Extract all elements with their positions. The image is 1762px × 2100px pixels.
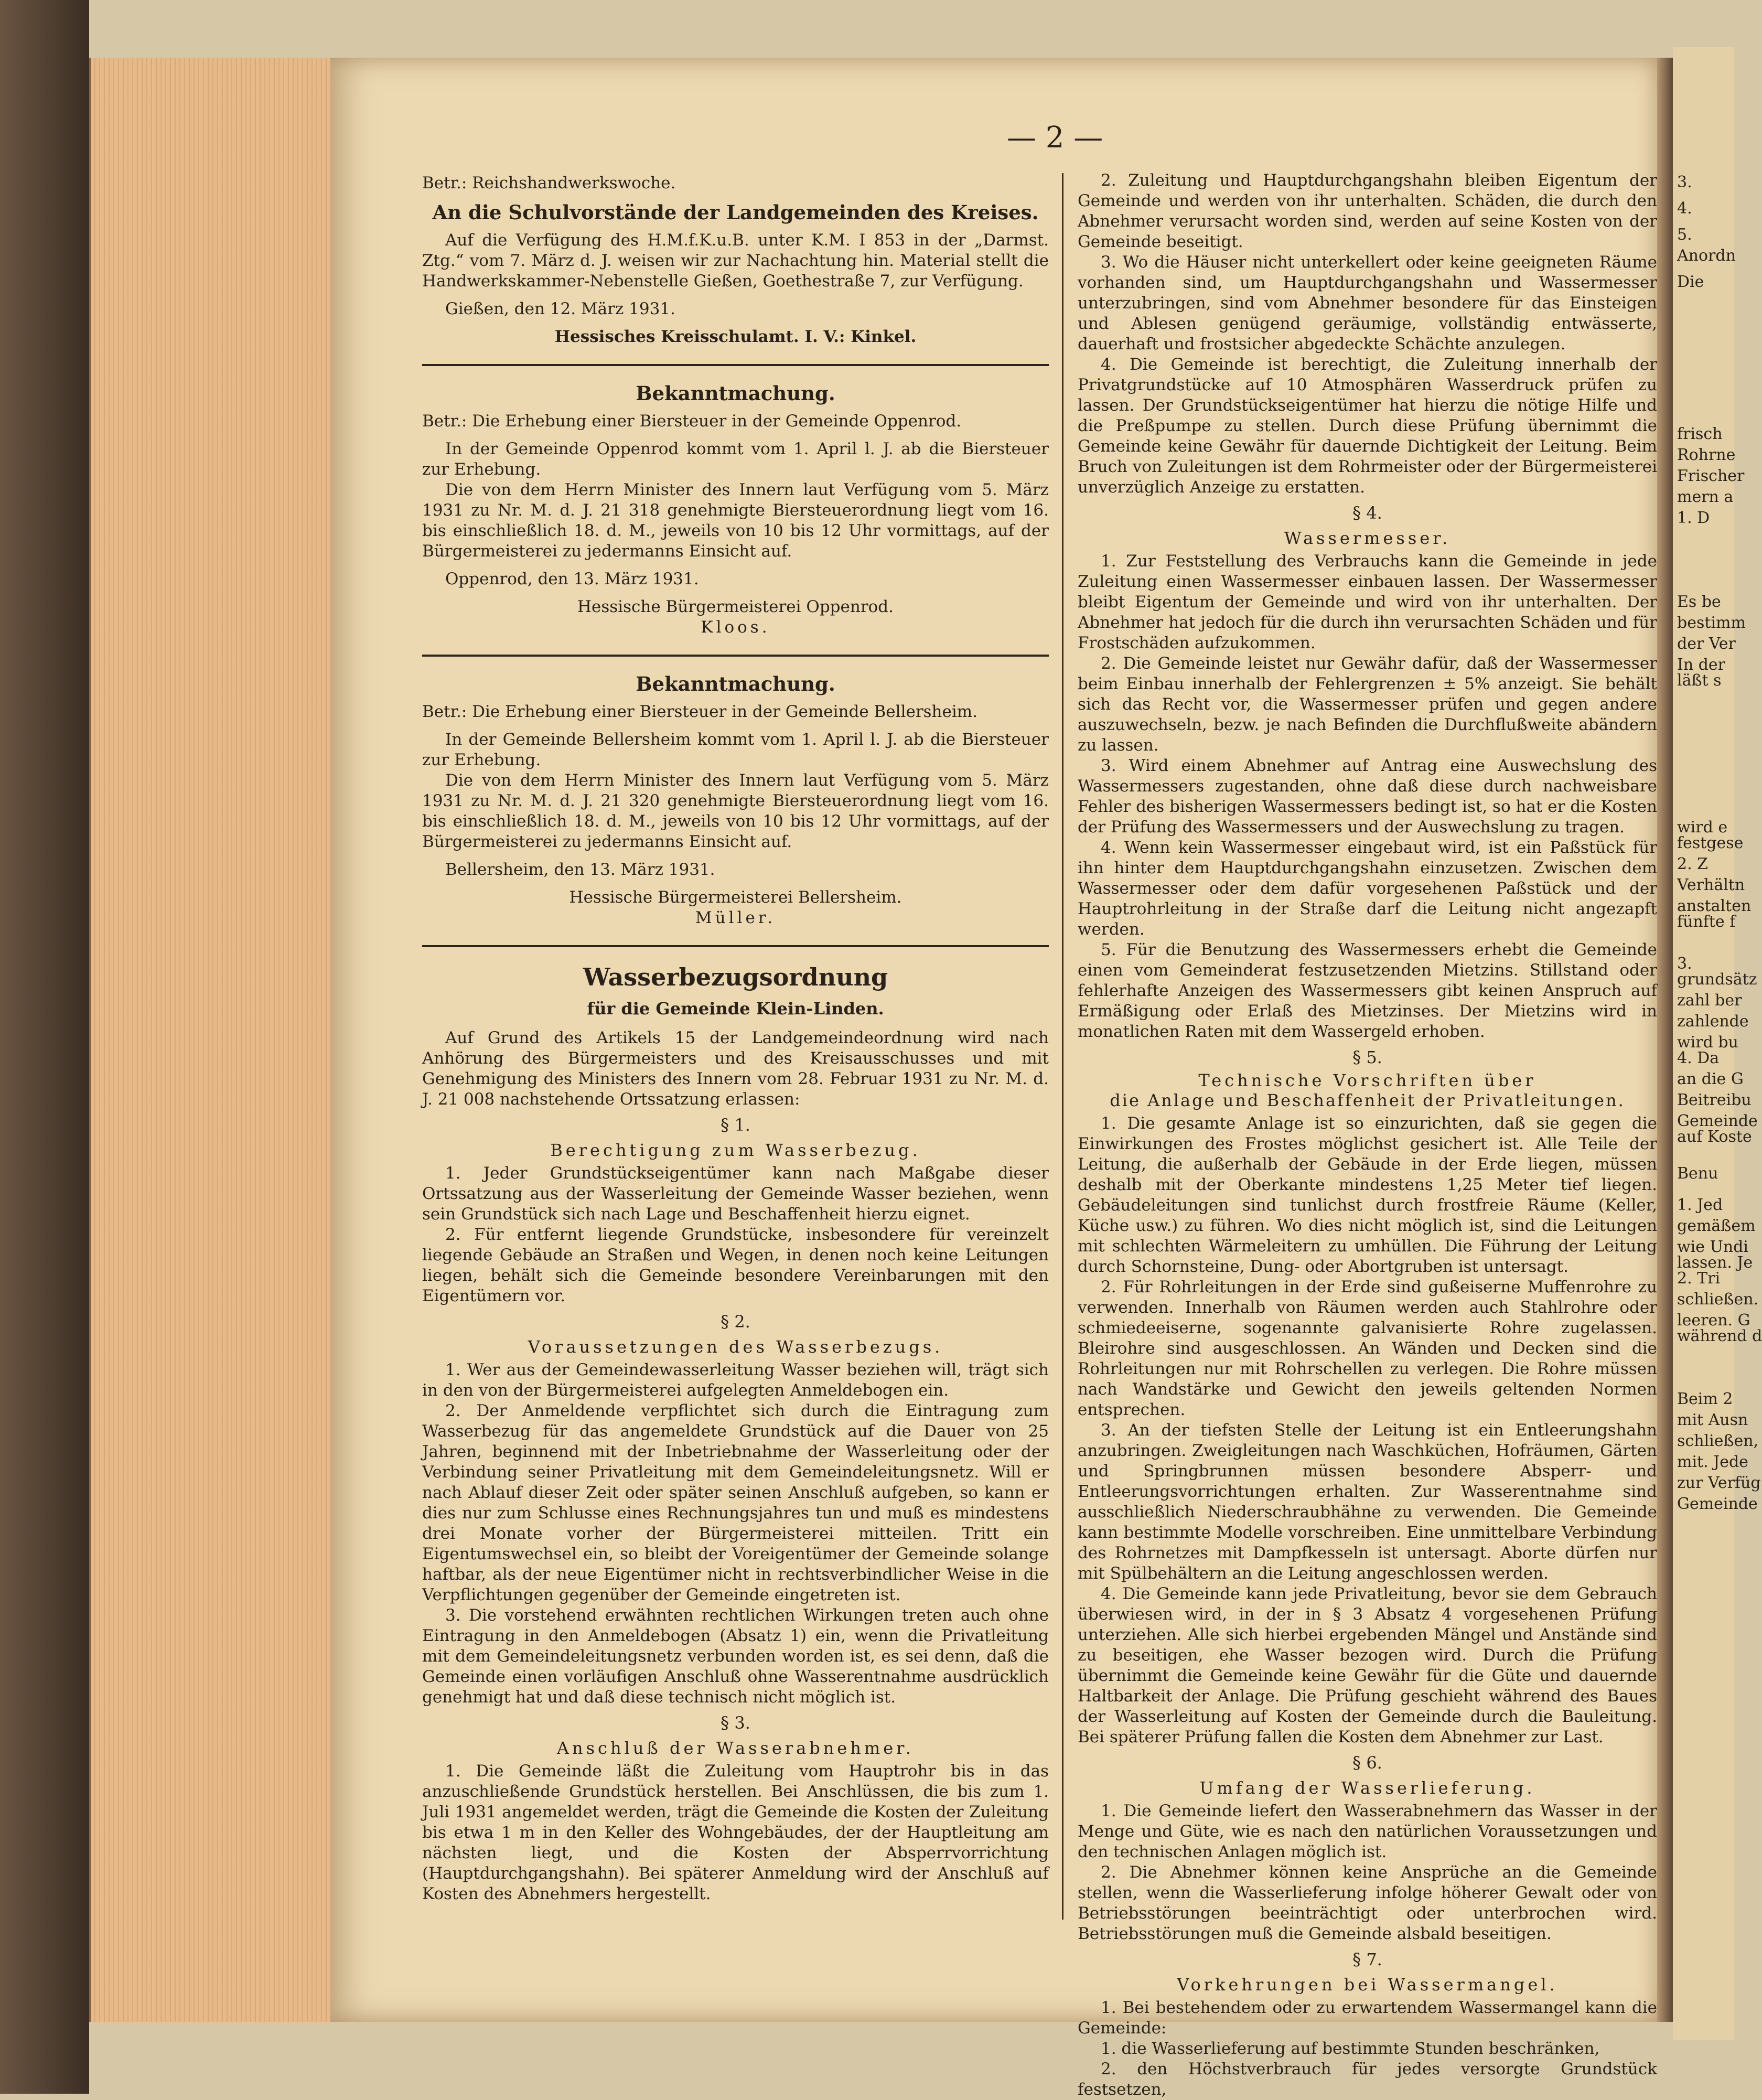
- section-title: Umfang der Wasserlieferung.: [1199, 1778, 1535, 1798]
- section-title: Technische Vorschriften über: [1198, 1070, 1537, 1090]
- section-paragraph: 1. Die Gemeinde läßt die Zuleitung vom Hauptrohr bis in das anzuschließende Grundstück herstellen. Bei Anschlüssen, die bis zum 1. Juli 1931 angemeldet werden, trägt die Gemeinde die Kosten der Zuleitung bis etwa 1 m in den Keller des Wohngebäudes, der der Hauptleitung am nächsten liegt, und die Kosten der Absperrvorrichtung (Hauptdurchgangshahn). Bei späterer Anmeldung wird der Anschluß auf Kosten des Abnehmers hergestellt.: [422, 1762, 1049, 1903]
- next-page-text-fragment: anstalten: [1677, 897, 1752, 915]
- next-page-fragment: [1673, 47, 1762, 2040]
- next-page-text-fragment: Benu: [1677, 1164, 1718, 1183]
- next-page-text-fragment: an die G: [1677, 1070, 1744, 1088]
- section-number: § 1.: [721, 1115, 750, 1135]
- next-page-text-fragment: schließen.: [1677, 1290, 1759, 1309]
- ordinance-intro: Auf Grund des Artikels 15 der Landgemeindeordnung wird nach Anhörung des Bürgermeisters und des Kreisausschusses und mit Genehmigung des Ministers des Innern vom 28. Februar 1931 zu Nr. M. d. J. 21 008 nachstehende Ortssatzung erlassen:: [422, 1028, 1049, 1109]
- right-column: [1078, 170, 1657, 2100]
- next-page-text-fragment: wird bu: [1677, 1033, 1738, 1052]
- notice3-paragraph: Die von dem Herrn Minister des Innern laut Verfügung vom 5. März 1931 zu Nr. M. d. J. 21 320 genehmigte Biersteuerordnung liegt vom 16. bis einschließlich 18. d. M., jeweils von 10 bis 12 Uhr vormittags, auf der Bürgermeisterei zu jedermanns Einsicht auf.: [422, 771, 1049, 851]
- section-paragraph: 3. Wird einem Abnehmer auf Antrag eine Auswechslung des Wassermessers zugestanden, ohne daß diese durch nachweisbare Fehler des bisherigen Wassermessers bedingt ist, so hat er die Kosten der Prüfung des Wassermessers und der Auswechslung zu tragen.: [1078, 756, 1657, 837]
- section-paragraph: 2. Für Rohrleitungen in der Erde sind gußeiserne Muffenrohre zu verwenden. Innerhalb von Räumen werden auch Stahlrohre oder schmiedeeiserne, sogenannte galvanisierte Rohre zugelassen. Bleirohre sind ausgeschlossen. An Wänden und Decken sind die Rohrleitungen nur mit Rohrschellen zu verlegen. Die Rohre müssen nach Wandstärke und Gewicht den jeweils geltenden Normen entsprechen.: [1078, 1278, 1657, 1419]
- next-page-text-fragment: festgese: [1677, 834, 1744, 852]
- next-page-text-fragment: 1. D: [1677, 509, 1710, 527]
- next-page-text-fragment: 5.: [1677, 226, 1692, 244]
- section-title: die Anlage und Beschaffenheit der Privatleitungen.: [1110, 1090, 1625, 1110]
- section-paragraph: 1. Die gesamte Anlage ist so einzurichten, daß sie gegen die Einwirkungen des Frostes möglichst gesichert ist. Alle Teile der Leitung, die außerhalb der Gebäude in der Erde liegen, müssen deshalb mit der Oberkante mindestens 1,25 Meter tief liegen. Gebäudeleitungen sind tunlichst durch frostfreie Räume (Keller, Küche usw.) zu führen. Wo dies nicht möglich ist, sind die Leitungen mit schlechten Wärmeleitern zu umhüllen. Die Führung der Leitung durch Schornsteine, Dung- oder Abortgruben ist untersagt.: [1078, 1114, 1657, 1276]
- next-page-text-fragment: 2. Z: [1677, 855, 1709, 873]
- next-page-text-fragment: 1. Jed: [1677, 1196, 1723, 1214]
- next-page-text-fragment: gemäßem: [1677, 1217, 1756, 1235]
- next-page-text-fragment: Verhältn: [1677, 876, 1745, 894]
- next-page-text-fragment: mit Ausn: [1677, 1411, 1748, 1429]
- next-page-text-fragment: wird e: [1677, 818, 1728, 837]
- next-page-text-fragment: grundsätz: [1677, 970, 1757, 989]
- section-paragraph: 3. Wo die Häuser nicht unterkellert oder keine geeigneten Räume vorhanden sind, um Hauptdurchgangshahn und Wassermesser unterzubringen, sind vom Abnehmer besondere für das Einsteigen und Ablesen genügend geräumige, vollständig entwässerte, dauerhaft und frostsicher abgedeckte Schächte anzulegen.: [1078, 253, 1657, 353]
- next-page-text-fragment: Beitreibu: [1677, 1091, 1752, 1109]
- notice3-paragraph: In der Gemeinde Bellersheim kommt vom 1. April l. J. ab die Biersteuer zur Erhebung.: [422, 730, 1049, 769]
- notice1-signature: Hessisches Kreisschulamt. I. V.: Kinkel.: [554, 327, 917, 346]
- notice2-paragraph: In der Gemeinde Oppenrod kommt vom 1. April l. J. ab die Biersteuer zur Erhebung.: [422, 440, 1049, 479]
- section-title: Anschluß der Wasserabnehmer.: [556, 1738, 915, 1758]
- next-page-text-fragment: Beim 2: [1677, 1390, 1733, 1408]
- next-page-text-fragment: frisch: [1677, 425, 1723, 443]
- notice1-heading: An die Schulvorstände der Landgemeinden des Kreises.: [432, 201, 1039, 224]
- separator-rule: [422, 364, 1049, 366]
- page-number: — 2 —: [1007, 121, 1103, 155]
- section-paragraph: 1. Zur Feststellung des Verbrauchs kann die Gemeinde in jede Zuleitung einen Wassermesser einbauen lassen. Der Wassermesser bleibt Eigentum der Gemeinde und wird von ihr unterhalten. Der Abnehmer hat jedoch für die durch ihn verursachten Schäden und für Frostschäden aufzukommen.: [1078, 552, 1657, 652]
- ordinance-title: Wasserbezugsordnung: [583, 963, 888, 991]
- section-paragraph: 2. Die Abnehmer können keine Ansprüche an die Gemeinde stellen, wenn die Wasserlieferung infolge höherer Gewalt oder von Betriebsstörungen beeinträchtigt oder unterbrochen wird. Betriebsstörungen muß die Gemeinde alsbald beseitigen.: [1078, 1863, 1657, 1943]
- next-page-text-fragment: Es be: [1677, 593, 1721, 611]
- next-page-text-fragment: zahlende: [1677, 1012, 1749, 1031]
- next-page-text-fragment: mern a: [1677, 488, 1734, 506]
- list-item: 1. die Wasserlieferung auf bestimmte Stunden beschränken,: [1101, 2039, 1600, 2058]
- notice1-subject: Betr.: Reichshandwerkswoche.: [422, 174, 676, 192]
- next-page-text-fragment: während d: [1677, 1327, 1762, 1345]
- section-paragraph: 4. Die Gemeinde kann jede Privatleitung, bevor sie dem Gebrauch überwiesen wird, in der in § 3 Absatz 4 vorgesehenen Prüfung unterziehen. Alle sich hierbei ergebenden Mängel und Anstände sind zu beseitigen, ehe Wasser bezogen wird. Durch die Prüfung übernimmt die Gemeinde keine Gewähr für die Güte und dauernde Haltbarkeit der Anlage. Die Prüfung geschieht während des Baues der Wasserleitung auf Kosten der Gemeinde durch die Bauleitung. Bei späterer Prüfung fallen die Kosten dem Abnehmer zur Last.: [1078, 1584, 1657, 1747]
- section-paragraph: 2. Die Gemeinde leistet nur Gewähr dafür, daß der Wassermesser beim Einbau innerhalb der Fehlergrenzen ± 5% anzeigt. Sie behält sich das Recht vor, die Wassermesser prüfen und gegen andere auszuwechseln, bezw. je nach Befinden die Durchflußweite abändern zu lassen.: [1078, 654, 1657, 755]
- notice3-signer: Müller.: [695, 908, 776, 927]
- section-title: Berechtigung zum Wasserbezug.: [550, 1140, 921, 1160]
- section-title: Vorkehrungen bei Wassermangel.: [1177, 1975, 1558, 1995]
- section-paragraph: 3. An der tiefsten Stelle der Leitung ist ein Entleerungshahn anzubringen. Zweigleitungen nach Waschküchen, Hofräumen, Gärten und Springbrunnen müssen besondere Absperr- und Entleerungsvorrichtungen erhalten. Zur Wasserentnahme sind ausschließlich Niederschraubhähne zu verwenden. Die Gemeinde kann bestimmte Modelle vorschreiben. Eine unmittelbare Verbindung des Rohrnetzes mit Dampfkesseln ist untersagt. Aborte dürfen nur mit Spülbehältern an die Leitung angeschlossen werden.: [1078, 1421, 1657, 1583]
- next-page-text-fragment: Anordn: [1677, 247, 1736, 265]
- section-number: § 6.: [1352, 1753, 1382, 1773]
- separator-rule: [422, 655, 1049, 657]
- section-number: § 4.: [1352, 503, 1382, 523]
- section-paragraph: 2. Für entfernt liegende Grundstücke, insbesondere für vereinzelt liegende Gebäude an Straßen und Wegen, in denen noch keine Leitungen liegen, behält sich die Gemeinde besondere Vereinbarungen mit den Eigentümern vor.: [422, 1225, 1049, 1305]
- section-number: § 7.: [1352, 1949, 1382, 1969]
- next-page-text-fragment: 2. Tri: [1677, 1269, 1721, 1288]
- section-title: Voraussetzungen des Wasserbezugs.: [528, 1337, 943, 1357]
- list-item: 2. den Höchstverbrauch für jedes versorgte Grundstück festsetzen,: [1078, 2060, 1657, 2099]
- section-paragraph: 2. Der Anmeldende verpflichtet sich durch die Eintragung zum Wasserbezug für das angemeldete Grundstück auf die Dauer von 25 Jahren, beginnend mit der Inbetriebnahme der Wasserleitung oder der Verbindung seiner Privatleitung mit dem Gemeindeleitungsnetz. Will er nach Ablauf dieser Zeit oder später seinen Anschluß aufgeben, so kann er dies nur zum Schlusse eines Rechnungsjahres tun und muß es mindestens drei Monate vorher der Bürgermeisterei mitteilen. Tritt ein Eigentumswechsel ein, so bleibt der Voreigentümer der Gemeinde solange haftbar, als der neue Eigentümer nicht in rechtsverbindlicher Weise in die Verpflichtungen gegenüber der Gemeinde eingetreten ist.: [422, 1401, 1049, 1604]
- next-page-text-fragment: 4. Da: [1677, 1049, 1720, 1067]
- next-page-text-fragment: mit. Jede: [1677, 1453, 1748, 1471]
- section-paragraph: 1. Jeder Grundstückseigentümer kann nach Maßgabe dieser Ortssatzung aus der Wasserleitung der Gemeinde Wasser beziehen, wenn sein Grundstück sich nach Lage und Beschaffenheit hierzu eignet.: [422, 1164, 1049, 1224]
- notice3-signature: Hessische Bürgermeisterei Bellersheim.: [569, 888, 902, 907]
- next-page-text-fragment: Gemeinde: [1677, 1112, 1758, 1130]
- next-page-text-fragment: 4.: [1677, 199, 1692, 218]
- book-cover-edge: [0, 0, 89, 2094]
- next-page-text-fragment: 3.: [1677, 173, 1692, 191]
- next-page-text-fragment: Frischer: [1677, 467, 1745, 485]
- next-page-text-fragment: Die: [1677, 273, 1704, 291]
- ordinance-subtitle: für die Gemeinde Klein-Linden.: [587, 999, 884, 1019]
- section-paragraph: 3. Die vorstehend erwähnten rechtlichen Wirkungen treten auch ohne Eintragung in den Anmeldebogen (Absatz 1) ein, wenn die Privatleitung mit dem Gemeindeleitungsnetz verbunden worden ist, es sei denn, daß die Gemeinde einen vorläufigen Anschluß ohne Wasserentnahme ausdrücklich genehmigt hat und daß diese technisch nicht möglich ist.: [422, 1606, 1049, 1707]
- column-divider: [1062, 173, 1063, 1920]
- section-number: § 3.: [721, 1713, 750, 1733]
- next-page-text-fragment: In der: [1677, 656, 1726, 674]
- notice1-body: Auf die Verfügung des H.M.f.K.u.B. unter K.M. I 853 in der „Darmst. Ztg.“ vom 7. März d. J. weisen wir zur Nachachtung hin. Material stellt die Handwerkskammer-Nebenstelle Gießen, Goethestraße 7, zur Verfügung.: [422, 231, 1049, 291]
- next-page-text-fragment: läßt s: [1677, 671, 1722, 690]
- notice3-heading: Bekanntmachung.: [636, 672, 835, 695]
- section-paragraph: 2. Zuleitung und Hauptdurchgangshahn bleiben Eigentum der Gemeinde und werden von ihr unterhalten. Schäden, die durch den Abnehmer verursacht worden sind, werden auf seine Kosten von der Gemeinde beseitigt.: [1078, 171, 1657, 251]
- next-page-text-fragment: der Ver: [1677, 635, 1736, 653]
- notice3-date: Bellersheim, den 13. März 1931.: [445, 860, 715, 879]
- notice2-date: Oppenrod, den 13. März 1931.: [445, 570, 699, 588]
- next-page-text-fragment: fünfte f: [1677, 913, 1736, 931]
- section-paragraph: 5. Für die Benutzung des Wassermessers erhebt die Gemeinde einen vom Gemeinderat festzusetzenden Mietzins. Stillstand oder fehlerhafte Anzeigen des Wassermessers gibt keinen Anspruch auf Ermäßigung oder Erlaß des Mietzinses. Der Mietzins wird in monatlichen Raten mit dem Wassergeld erhoben.: [1078, 940, 1657, 1041]
- next-page-text-fragment: auf Koste: [1677, 1128, 1752, 1146]
- notice2-signer: Kloos.: [701, 618, 770, 637]
- section-paragraph: 4. Wenn kein Wassermesser eingebaut wird, ist ein Paßstück für ihn hinter dem Hauptdurchgangshahn einzusetzen. Zwischen dem Wassermesser oder dem dafür vorgesehenen Paßstück und der Hauptrohrleitung in der Straße darf die Leitung nicht angezapft werden.: [1078, 838, 1657, 939]
- next-page-text-fragment: zahl ber: [1677, 991, 1742, 1010]
- section-paragraph: 4. Die Gemeinde ist berechtigt, die Zuleitung innerhalb der Privatgrundstücke auf 10 Atmosphären Wasserdruck prüfen zu lassen. Der Grundstückseigentümer hat hierzu die nötige Hilfe und die Preßpumpe zu stellen. Durch diese Prüfung übernimmt die Gemeinde keine Gewähr für dauernde Dichtigkeit der Leitung. Beim Bruch von Zuleitungen ist dem Rohrmeister oder der Bürgermeisterei unverzüglich Anzeige zu erstatten.: [1078, 355, 1657, 497]
- section-paragraph: 1. Die Gemeinde liefert den Wasserabnehmern das Wasser in der Menge und Güte, wie es nach den natürlichen Voraussetzungen und den technischen Anlagen möglich ist.: [1078, 1802, 1657, 1861]
- notice2-paragraph: Die von dem Herrn Minister des Innern laut Verfügung vom 5. März 1931 zu Nr. M. d. J. 21 318 genehmigte Biersteuerordnung liegt vom 16. bis einschließlich 18. d. M., jeweils von 10 bis 12 Uhr vormittags, auf der Bürgermeisterei zu jedermanns Einsicht auf.: [422, 480, 1049, 561]
- notice1-date: Gießen, den 12. März 1931.: [445, 299, 675, 318]
- section-number: § 2.: [721, 1312, 750, 1332]
- next-page-text-fragment: 3.: [1677, 955, 1692, 973]
- notice3-subject: Betr.: Die Erhebung einer Biersteuer in der Gemeinde Bellersheim.: [422, 702, 978, 721]
- section-title: Wassermesser.: [1284, 528, 1451, 548]
- notice2-heading: Bekanntmachung.: [636, 382, 835, 405]
- notice2-signature: Hessische Bürgermeisterei Oppenrod.: [577, 597, 894, 616]
- notice2-subject: Betr.: Die Erhebung einer Biersteuer in der Gemeinde Oppenrod.: [422, 412, 962, 431]
- next-page-text-fragment: leeren. G: [1677, 1311, 1750, 1330]
- book-gutter: [1657, 58, 1673, 2022]
- next-page-text-fragment: Gemeinde: [1677, 1495, 1758, 1513]
- page-edges: [89, 58, 332, 2022]
- next-page-text-fragment: bestimm: [1677, 614, 1746, 632]
- next-page-text-fragment: wie Undi: [1677, 1238, 1748, 1256]
- next-page-text-fragment: lassen. Je: [1677, 1253, 1753, 1272]
- section-number: § 5.: [1352, 1047, 1382, 1067]
- section-paragraph: 1. Wer aus der Gemeindewasserleitung Wasser beziehen will, trägt sich in den von der Bürgermeisterei aufgelegten Anmeldebogen ein.: [422, 1360, 1049, 1400]
- section-paragraph: 1. Bei bestehendem oder zu erwartendem Wassermangel kann die Gemeinde:: [1078, 1998, 1657, 2038]
- next-page-text-fragment: Rohrne: [1677, 446, 1736, 464]
- left-column: [422, 173, 1049, 1904]
- next-page-text-fragment: schließen,: [1677, 1432, 1759, 1450]
- next-page-text-fragment: zur Verfüg: [1677, 1474, 1761, 1492]
- separator-rule: [422, 945, 1049, 947]
